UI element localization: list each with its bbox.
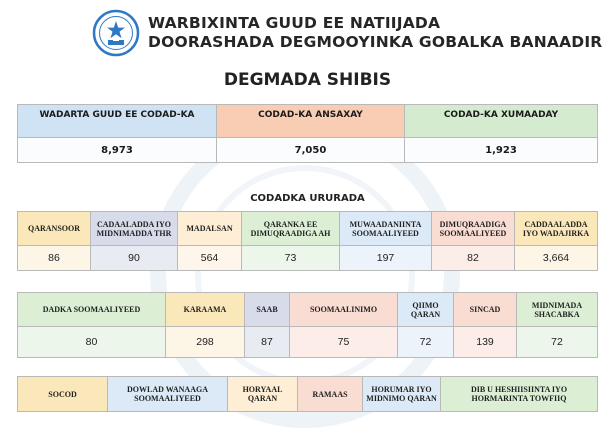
vote-summary-table: [17, 104, 598, 163]
valid-votes-value: 7,050: [217, 138, 405, 163]
party-header: SINCAD: [454, 293, 517, 327]
registered-votes-header: WADARTA GUUD EE CODAD-KA: [18, 105, 217, 138]
party-votes-section-title: CODADKA URURADA: [250, 193, 365, 204]
party-header: CADDAALADDA IYO WADAJIRKA: [515, 212, 598, 246]
party-header: DIB U HESHIISIINTA IYO HORMARINTA TOWFIIQ: [441, 377, 598, 412]
invalid-votes-header: CODAD-KA XUMAADAY: [405, 105, 598, 138]
party-votes-table-1: [17, 211, 598, 271]
party-votes: 298: [166, 327, 245, 358]
invalid-votes-value: 1,923: [405, 138, 598, 163]
party-header: QARANSOOR: [18, 212, 91, 246]
party-header: MIDNIMADA SHACABKA: [517, 293, 598, 327]
party-header: QIIMO QARAN: [398, 293, 454, 327]
party-votes: 87: [245, 327, 290, 358]
party-header: DADKA SOOMAALIYEED: [18, 293, 166, 327]
party-votes: 73: [242, 246, 340, 271]
party-header: HORUMAR IYO MIDNIMO QARAN: [363, 377, 441, 412]
valid-votes-header: CODAD-KA ANSAXAY: [217, 105, 405, 138]
party-votes: 86: [18, 246, 91, 271]
report-subtitle: DOORASHADA DEGMOOYINKA GOBALKA BANAADIR: [148, 33, 603, 51]
party-votes: 197: [340, 246, 432, 271]
party-header: RAMAAS: [298, 377, 363, 412]
party-header: QARANKA EE DIMUQRAADIGA AH: [242, 212, 340, 246]
party-header: MUWAADANIINTA SOOMAALIYEED: [340, 212, 432, 246]
party-header: KARAAMA: [166, 293, 245, 327]
party-votes: 564: [178, 246, 242, 271]
party-votes: 82: [432, 246, 515, 271]
party-votes: 3,664: [515, 246, 598, 271]
party-header: SAAB: [245, 293, 290, 327]
party-votes: 72: [517, 327, 598, 358]
report-header: [92, 9, 602, 57]
party-header: SOOMAALINIMO: [290, 293, 398, 327]
district-title: DEGMADA SHIBIS: [223, 70, 392, 90]
nierc-emblem-icon: [92, 9, 140, 57]
party-header: CADAALADDA IYO MIDNIMADDA THR: [91, 212, 178, 246]
party-header: DIMUQRAADIGA SOOMAALIYEED: [432, 212, 515, 246]
party-header: MADALSAN: [178, 212, 242, 246]
registered-votes-value: 8,973: [18, 138, 217, 163]
party-votes: 75: [290, 327, 398, 358]
party-votes: 80: [18, 327, 166, 358]
party-header: DOWLAD WANAAGA SOOMAALIYEED: [108, 377, 228, 412]
party-votes: 72: [398, 327, 454, 358]
party-votes-table-2: [17, 292, 598, 358]
party-votes: 90: [91, 246, 178, 271]
party-header: HORYAAL QARAN: [228, 377, 298, 412]
party-votes-table-3: [17, 376, 598, 412]
party-votes: 139: [454, 327, 517, 358]
report-title: WARBIXINTA GUUD EE NATIIJADA: [148, 14, 441, 32]
party-header: SOCOD: [18, 377, 108, 412]
